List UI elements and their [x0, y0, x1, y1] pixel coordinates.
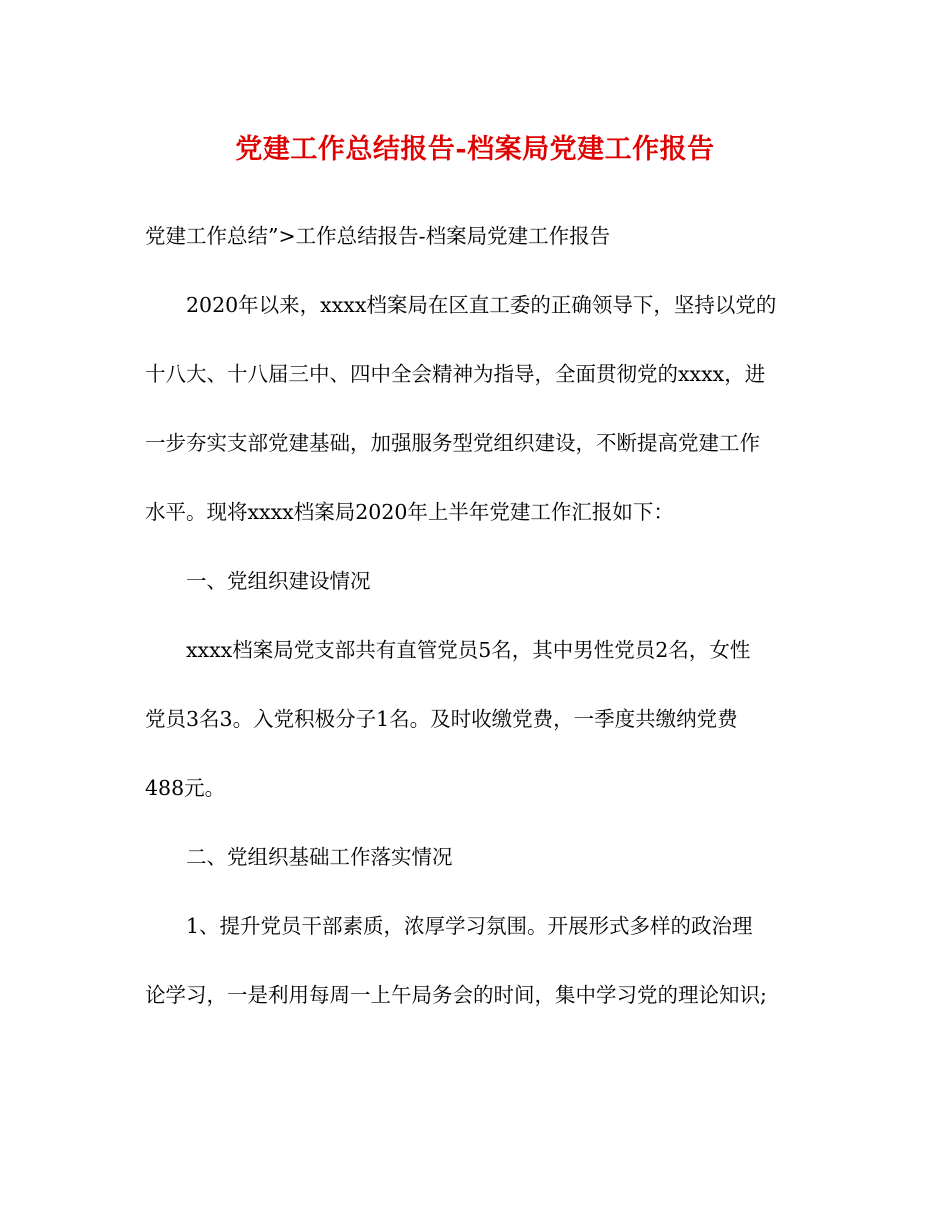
paragraph-line: 488元。 [145, 776, 226, 800]
paragraph-line: 党员3名3。入党积极分子1名。及时收缴党费，一季度共缴纳党费 [145, 707, 738, 731]
section-heading: 二、党组织基础工作落实情况 [186, 845, 453, 869]
paragraph-line: 水平。现将xxxx档案局2020年上半年党建工作汇报如下： [145, 500, 674, 524]
section-heading: 一、党组织建设情况 [186, 569, 371, 593]
paragraph-line: 2020年以来，xxxx档案局在区直工委的正确领导下，坚持以党的 [186, 293, 777, 317]
paragraph-line: 十八大、十八届三中、四中全会精神为指导，全面贯彻党的xxxx，进 [145, 362, 766, 386]
paragraph-line: 论学习，一是利用每周一上午局务会的时间，集中学习党的理论知识; [145, 983, 767, 1007]
paragraph-line: xxxx档案局党支部共有直管党员5名，其中男性党员2名，女性 [186, 638, 751, 662]
paragraph-line: 一步夯实支部党建基础，加强服务型党组织建设，不断提高党建工作 [145, 431, 760, 455]
document-title: 党建工作总结报告-档案局党建工作报告 [235, 134, 715, 165]
document-body [145, 214, 807, 1042]
paragraph-line: 1、提升党员干部素质，浓厚学习氛围。开展形式多样的政治理 [186, 914, 753, 938]
paragraph-line: 党建工作总结”>工作总结报告-档案局党建工作报告 [145, 224, 611, 248]
